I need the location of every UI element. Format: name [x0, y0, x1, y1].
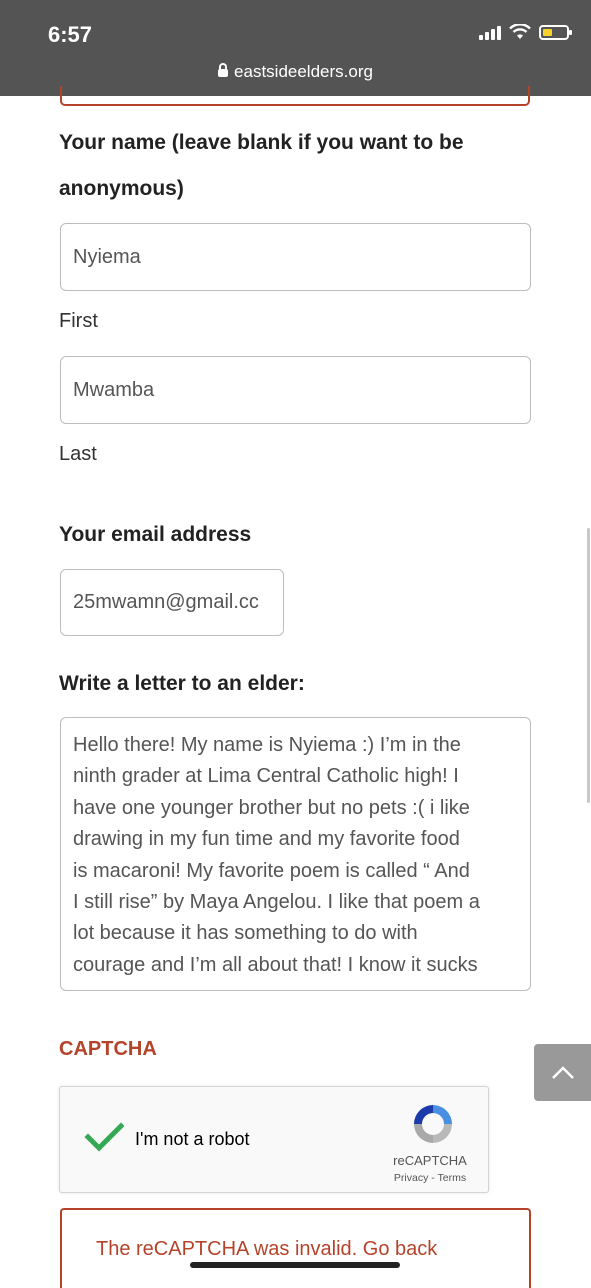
recaptcha-logo-icon: [410, 1101, 456, 1147]
letter-line: I still rise” by Maya Angelou. I like that poem a: [73, 891, 480, 914]
status-time: 6:57: [48, 22, 93, 47]
first-name-label: First: [59, 310, 98, 332]
recaptcha-widget: [59, 1086, 489, 1193]
last-name-label: Last: [59, 443, 97, 465]
letter-line: is macaroni! My favorite poem is called “ And: [73, 859, 470, 882]
error-message-box: [60, 1208, 531, 1288]
letter-label: Write a letter to an elder:: [59, 672, 305, 695]
privacy-link[interactable]: Privacy: [393, 1172, 429, 1184]
checkmark-icon[interactable]: [84, 1117, 124, 1157]
captcha-title: CAPTCHA: [59, 1038, 157, 1060]
address-bar[interactable]: [0, 62, 591, 82]
scroll-to-top-button[interactable]: [534, 1044, 591, 1101]
wifi-icon: [509, 24, 531, 40]
letter-line: Hello there! My name is Nyiema :) I’m in the: [73, 734, 461, 756]
last-name-input[interactable]: Mwamba: [60, 356, 531, 424]
home-indicator[interactable]: [190, 1262, 400, 1268]
name-label-continued: anonymous): [59, 177, 184, 200]
letter-line: drawing in my fun time and my favorite food: [73, 828, 460, 851]
not-a-robot-label: I'm not a robot: [135, 1129, 250, 1149]
lock-icon: [218, 69, 228, 77]
url-text: eastsideelders.org: [234, 62, 373, 81]
letter-line: courage and I’m all about that! I know it sucks: [73, 953, 478, 976]
previous-field-bottom[interactable]: [60, 86, 530, 106]
name-label: Your name (leave blank if you want to be: [59, 131, 464, 154]
scrollbar[interactable]: [587, 528, 590, 803]
chevron-up-icon: [551, 1066, 575, 1080]
error-message: The reCAPTCHA was invalid. Go back: [96, 1238, 438, 1260]
status-and-url-bar: [0, 0, 591, 96]
email-label: Your email address: [59, 523, 252, 546]
link-separator: -: [428, 1172, 438, 1184]
recaptcha-brand: reCAPTCHA: [393, 1153, 467, 1168]
letter-line: ninth grader at Lima Central Catholic high! I: [73, 765, 459, 788]
letter-textarea[interactable]: [60, 717, 531, 991]
signal-icon: [479, 24, 501, 40]
recaptcha-links: [380, 1172, 480, 1184]
battery-icon: [539, 25, 569, 40]
status-icons: [479, 24, 569, 40]
first-name-input[interactable]: Nyiema: [60, 223, 531, 291]
email-input[interactable]: 25mwamn@gmail.cc: [60, 569, 284, 636]
terms-link[interactable]: Terms: [437, 1172, 467, 1184]
letter-line: lot because it has something to do with: [73, 922, 418, 945]
letter-line: have one younger brother but no pets :( i like: [73, 796, 470, 819]
